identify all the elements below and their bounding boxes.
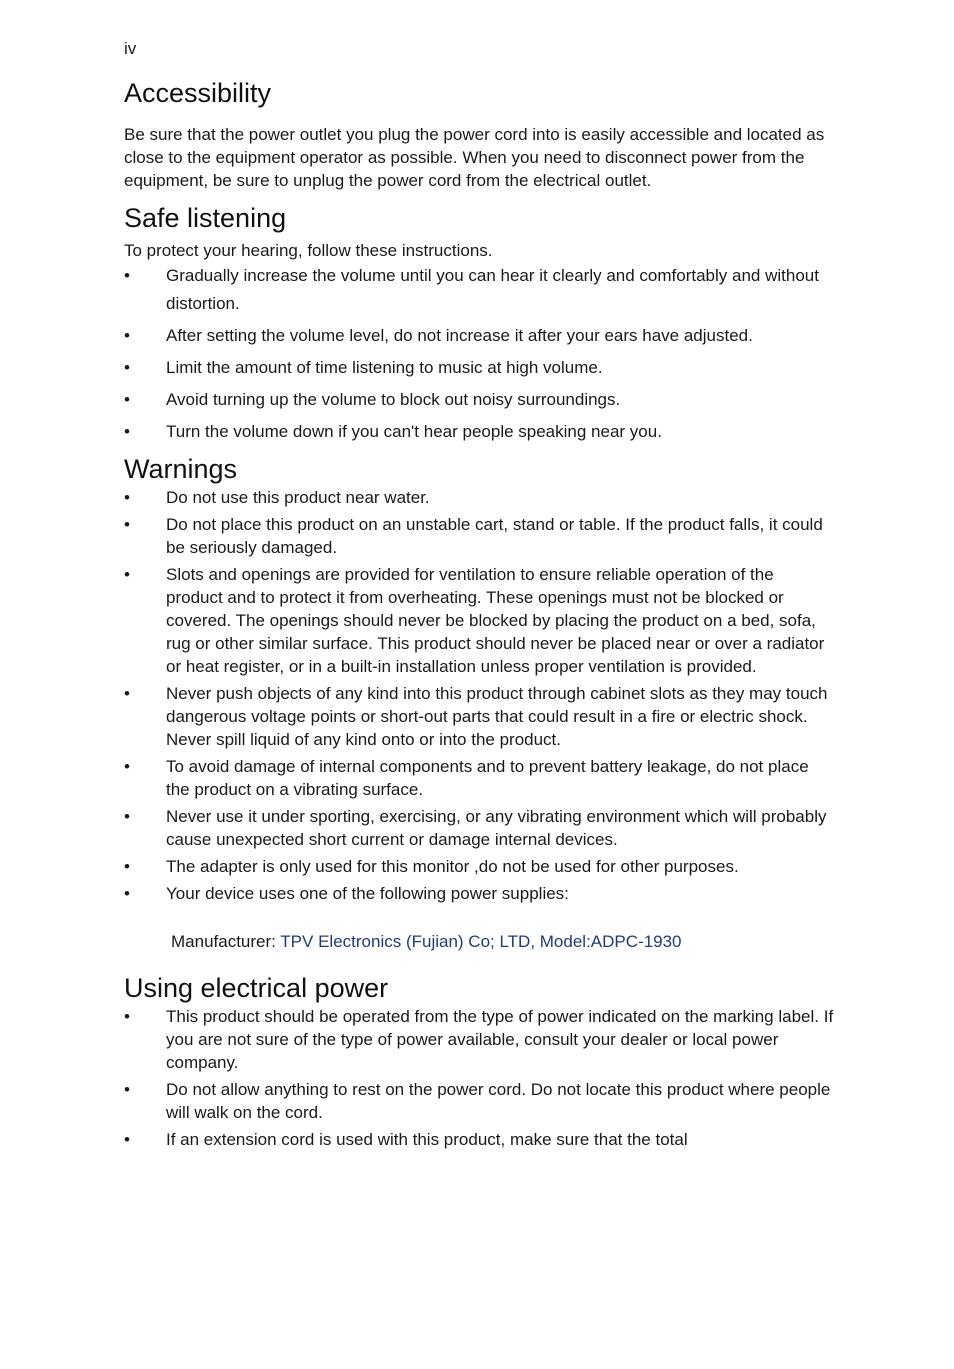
list-item-text: Your device uses one of the following power supplies:: [166, 884, 569, 903]
list-item: [124, 855, 834, 878]
list-item: [124, 682, 834, 751]
list-item-text: The adapter is only used for this monitor ,do not be used for other purposes.: [166, 857, 739, 876]
bullet-glyph: •: [124, 1007, 130, 1026]
bullet-glyph: •: [124, 565, 130, 584]
bullet-glyph: •: [124, 1080, 130, 1099]
bullet-glyph: •: [124, 390, 130, 409]
page-number: iv: [124, 39, 137, 58]
list-item: [124, 1078, 834, 1124]
list-item: [124, 513, 834, 559]
section-using-electrical-power: [124, 971, 834, 1151]
bullet-glyph: •: [124, 807, 130, 826]
manufacturer-value: TPV Electronics (Fujian) Co; LTD, Model:ADPC-1930: [280, 932, 682, 951]
section-safe-listening: [124, 201, 834, 446]
list-item-text: Slots and openings are provided for ventilation to ensure reliable operation of the product and to protect it from overheating. These openings must not be blocked or covered. The openings should never be blocked by placing the product on a bed, sofa, rug or other similar surface. This product should never be placed near or over a radiator or heat register, or in a built-in installation unless proper ventilation is provided.: [166, 565, 825, 676]
list-item-text: Do not allow anything to rest on the power cord. Do not locate this product where people will walk on the cord.: [166, 1080, 831, 1122]
list-item: [124, 418, 834, 446]
list-item: [124, 1128, 834, 1151]
list-item-text: Avoid turning up the volume to block out noisy surroundings.: [166, 390, 621, 409]
list-item: [124, 882, 834, 905]
bullet-glyph: •: [124, 1130, 130, 1149]
list-item-text: After setting the volume level, do not increase it after your ears have adjusted.: [166, 326, 753, 345]
bullet-glyph: •: [124, 266, 130, 285]
heading-accessibility: Accessibility: [124, 78, 272, 108]
bullet-glyph: •: [124, 857, 130, 876]
list-item-text: Limit the amount of time listening to music at high volume.: [166, 358, 603, 377]
list-item-text: Never push objects of any kind into this product through cabinet slots as they may touch dangerous voltage points or short-out parts that could result in a fire or electric shock. Never spill liquid of any kind onto or into the product.: [166, 684, 828, 749]
heading-safe-listening: Safe listening: [124, 203, 287, 233]
heading-warnings: Warnings: [124, 454, 238, 484]
bullet-glyph: •: [124, 422, 130, 441]
bullet-glyph: •: [124, 488, 130, 507]
warnings-list: [124, 486, 834, 905]
list-item-text: Turn the volume down if you can't hear people speaking near you.: [166, 422, 662, 441]
list-item-text: Do not place this product on an unstable cart, stand or table. If the product falls, it could be seriously damaged.: [166, 515, 823, 557]
list-item: [124, 386, 834, 414]
power-supply-manufacturer: [124, 930, 834, 953]
safe-listening-intro: To protect your hearing, follow these instructions.: [124, 241, 493, 260]
list-item-text: If an extension cord is used with this product, make sure that the total: [166, 1130, 688, 1149]
bullet-glyph: •: [124, 326, 130, 345]
list-item-text: This product should be operated from the type of power indicated on the marking label. If you are not sure of the type of power available, consult your dealer or local power company.: [166, 1007, 834, 1072]
list-item: [124, 322, 834, 350]
bullet-glyph: •: [124, 515, 130, 534]
bullet-glyph: •: [124, 684, 130, 703]
list-item-text: Gradually increase the volume until you can hear it clearly and comfortably and without distortion.: [166, 266, 819, 313]
list-item: [124, 1005, 834, 1074]
bullet-glyph: •: [124, 757, 130, 776]
list-item-text: Do not use this product near water.: [166, 488, 430, 507]
list-item: [124, 805, 834, 851]
list-item: [124, 262, 834, 318]
list-item-text: To avoid damage of internal components and to prevent battery leakage, do not place the product on a vibrating surface.: [166, 757, 809, 799]
accessibility-paragraph: Be sure that the power outlet you plug the power cord into is easily accessible and located as close to the equipment operator as possible. When you need to disconnect power from the equipment, be sure to unplug the power cord from the electrical outlet.: [124, 125, 825, 190]
section-accessibility: [124, 76, 834, 192]
heading-using-electrical-power: Using electrical power: [124, 973, 389, 1003]
section-warnings: [124, 452, 834, 953]
list-item: [124, 563, 834, 678]
safe-listening-list: [124, 262, 834, 446]
list-item: [124, 354, 834, 382]
bullet-glyph: •: [124, 358, 130, 377]
list-item: [124, 755, 834, 801]
electrical-power-list: [124, 1005, 834, 1151]
list-item-text: Never use it under sporting, exercising, or any vibrating environment which will probably cause unexpected short current or damage internal devices.: [166, 807, 827, 849]
bullet-glyph: •: [124, 884, 130, 903]
manufacturer-label: Manufacturer:: [171, 932, 281, 951]
document-body: [124, 76, 834, 1155]
list-item: [124, 486, 834, 509]
